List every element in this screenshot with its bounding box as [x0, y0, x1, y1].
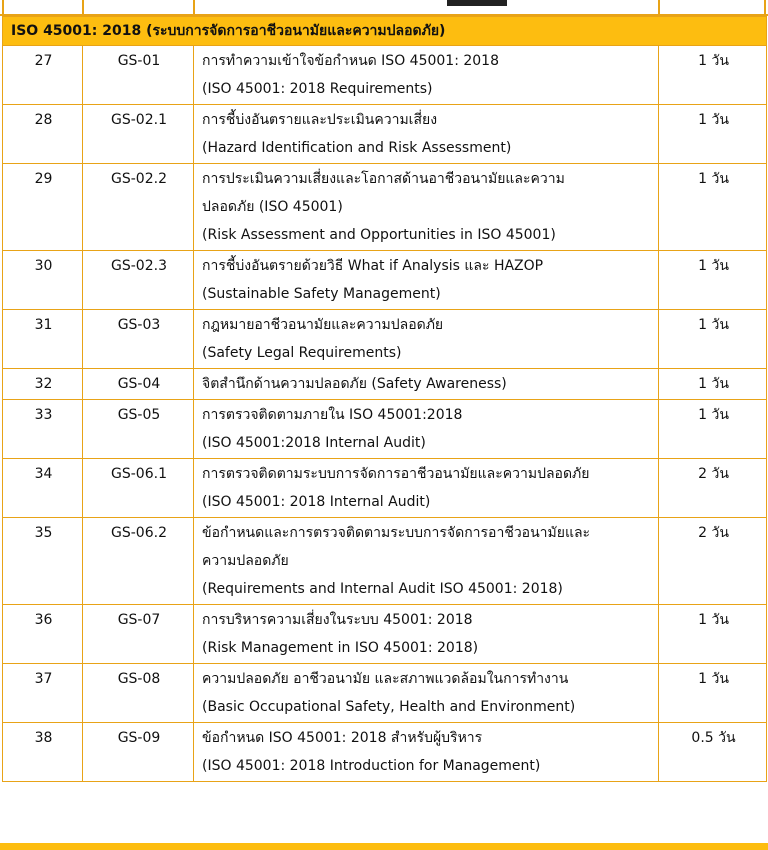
previous-table-edge	[0, 0, 768, 16]
course-name-line: (Hazard Identification and Risk Assessment)	[202, 140, 512, 156]
course-name	[194, 400, 659, 459]
course-name-line: (Requirements and Internal Audit ISO 45001: 2018)	[202, 581, 563, 597]
table-row	[3, 105, 767, 164]
course-duration: 1 วัน	[659, 664, 767, 723]
course-name	[194, 723, 659, 782]
course-code: GS-05	[83, 400, 194, 459]
course-duration: 2 วัน	[659, 518, 767, 605]
table-row	[3, 251, 767, 310]
course-duration: 1 วัน	[659, 105, 767, 164]
course-name-line: (ISO 45001:2018 Internal Audit)	[202, 435, 426, 451]
course-name-line: ข้อกำหนดและการตรวจติดตามระบบการจัดการอาชีวอนามัยและ	[202, 525, 591, 541]
course-duration: 1 วัน	[659, 310, 767, 369]
course-duration: 1 วัน	[659, 400, 767, 459]
course-name-line: จิตสำนึกด้านความปลอดภัย (Safety Awareness)	[202, 376, 507, 392]
course-name	[194, 518, 659, 605]
course-name	[194, 164, 659, 251]
course-name	[194, 459, 659, 518]
course-number: 35	[3, 518, 83, 605]
course-name-line: (Risk Assessment and Opportunities in ISO 45001)	[202, 227, 556, 243]
course-code: GS-02.1	[83, 105, 194, 164]
table-row	[3, 605, 767, 664]
course-name	[194, 605, 659, 664]
course-code: GS-08	[83, 664, 194, 723]
table-row	[3, 459, 767, 518]
course-code: GS-03	[83, 310, 194, 369]
table-row	[3, 400, 767, 459]
course-duration: 1 วัน	[659, 251, 767, 310]
course-name-line: การประเมินความเสี่ยงและโอกาสด้านอาชีวอนามัยและความ	[202, 171, 565, 187]
course-name-line: (Risk Management in ISO 45001: 2018)	[202, 640, 479, 656]
course-name-line: (Basic Occupational Safety, Health and Environment)	[202, 699, 576, 715]
table-row	[3, 723, 767, 782]
course-code: GS-07	[83, 605, 194, 664]
cropped-header-fragment	[447, 0, 507, 6]
course-name	[194, 251, 659, 310]
course-number: 28	[3, 105, 83, 164]
course-name	[194, 105, 659, 164]
course-name	[194, 46, 659, 105]
course-number: 33	[3, 400, 83, 459]
course-number: 34	[3, 459, 83, 518]
course-name-line: ความปลอดภัย	[202, 553, 289, 569]
section-header-row	[3, 17, 767, 46]
course-duration: 1 วัน	[659, 164, 767, 251]
course-duration: 1 วัน	[659, 46, 767, 105]
course-number: 29	[3, 164, 83, 251]
table-row	[3, 369, 767, 400]
course-number: 38	[3, 723, 83, 782]
course-number: 36	[3, 605, 83, 664]
course-name-line: (ISO 45001: 2018 Requirements)	[202, 81, 433, 97]
course-name-line: การทำความเข้าใจข้อกำหนด ISO 45001: 2018	[202, 53, 499, 69]
course-code: GS-04	[83, 369, 194, 400]
section-title: ISO 45001: 2018 (ระบบการจัดการอาชีวอนามัยและความปลอดภัย)	[3, 17, 767, 46]
table-row	[3, 518, 767, 605]
course-name	[194, 369, 659, 400]
course-number: 32	[3, 369, 83, 400]
course-number: 30	[3, 251, 83, 310]
course-name-line: ข้อกำหนด ISO 45001: 2018 สำหรับผู้บริหาร	[202, 730, 483, 746]
course-code: GS-09	[83, 723, 194, 782]
course-code: GS-01	[83, 46, 194, 105]
course-name-line: (ISO 45001: 2018 Introduction for Management)	[202, 758, 541, 774]
course-number: 31	[3, 310, 83, 369]
course-duration: 2 วัน	[659, 459, 767, 518]
course-code: GS-02.2	[83, 164, 194, 251]
course-name-line: กฎหมายอาชีวอนามัยและความปลอดภัย	[202, 317, 444, 333]
course-code: GS-06.1	[83, 459, 194, 518]
course-duration: 1 วัน	[659, 605, 767, 664]
course-name-line: การชี้บ่งอันตรายและประเมินความเสี่ยง	[202, 112, 438, 128]
course-name-line: การตรวจติดตามระบบการจัดการอาชีวอนามัยและความปลอดภัย	[202, 466, 590, 482]
course-name-line: (ISO 45001: 2018 Internal Audit)	[202, 494, 431, 510]
course-name-line: (Sustainable Safety Management)	[202, 286, 441, 302]
course-number: 27	[3, 46, 83, 105]
table-row	[3, 310, 767, 369]
course-name	[194, 310, 659, 369]
course-code: GS-02.3	[83, 251, 194, 310]
course-duration: 1 วัน	[659, 369, 767, 400]
course-number: 37	[3, 664, 83, 723]
next-section-edge	[0, 843, 768, 850]
course-code: GS-06.2	[83, 518, 194, 605]
course-duration: 0.5 วัน	[659, 723, 767, 782]
course-name-line: การชี้บ่งอันตรายด้วยวิธี What if Analysis และ HAZOP	[202, 258, 544, 274]
course-name	[194, 664, 659, 723]
course-name-line: ความปลอดภัย อาชีวอนามัย และสภาพแวดล้อมในการทำงาน	[202, 671, 569, 687]
course-name-line: ปลอดภัย (ISO 45001)	[202, 199, 343, 215]
course-name-line: (Safety Legal Requirements)	[202, 345, 402, 361]
course-table	[2, 16, 767, 782]
table-row	[3, 46, 767, 105]
table-row	[3, 164, 767, 251]
course-name-line: การตรวจติดตามภายใน ISO 45001:2018	[202, 407, 463, 423]
table-row	[3, 664, 767, 723]
course-name-line: การบริหารความเสี่ยงในระบบ 45001: 2018	[202, 612, 473, 628]
